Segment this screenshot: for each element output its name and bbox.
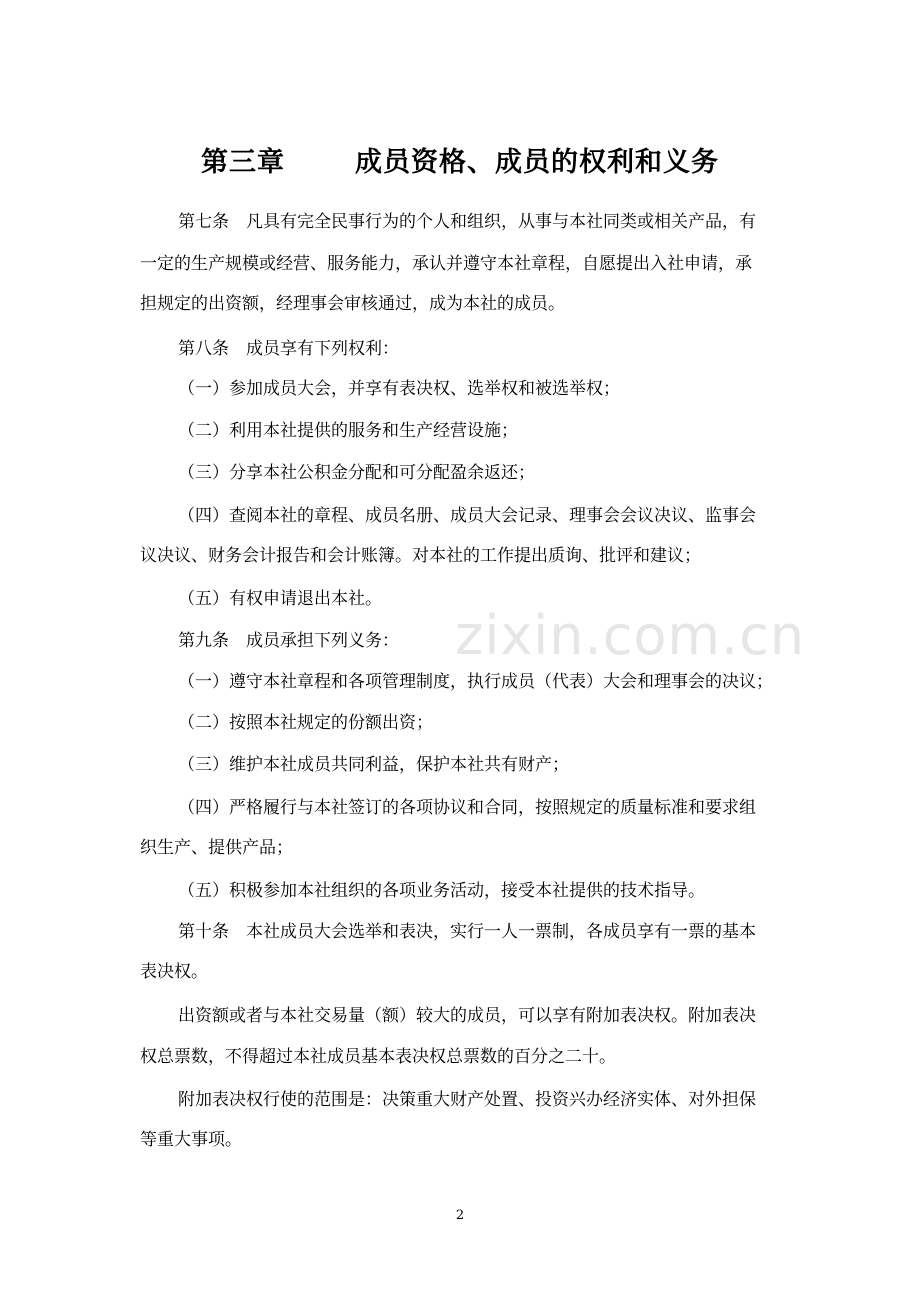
chapter-title (0, 140, 920, 179)
extra-vote-line-2: 权总票数，不得超过本社成员基本表决权总票数的百分之二十。 (140, 1047, 616, 1067)
duty-item-4-line-2: 织生产、提供产品； (140, 838, 293, 858)
chapter-heading: 成员资格、成员的权利和义务 (355, 147, 719, 178)
duty-item-3: （三）维护本社成员共同利益，保护本社共有财产； (178, 755, 569, 775)
duty-item-2: （二）按照本社规定的份额出资； (178, 713, 433, 733)
right-item-3: （三）分享本社公积金分配和可分配盈余返还； (178, 463, 535, 483)
extra-vote-scope-line-2: 等重大事项。 (140, 1130, 242, 1150)
right-item-2: （二）利用本社提供的服务和生产经营设施； (178, 421, 518, 441)
extra-vote-scope-line-1: 附加表决权行使的范围是：决策重大财产处置、投资兴办经济实体、对外担保 (178, 1090, 756, 1110)
article-10-line-2: 表决权。 (140, 962, 208, 982)
right-item-1: （一）参加成员大会，并享有表决权、选举权和被选举权； (178, 379, 620, 399)
watermark: zixin.com.cn (455, 604, 806, 667)
right-item-4-line-1: （四）查阅本社的章程、成员名册、成员大会记录、理事会会议决议、监事会 (178, 506, 756, 526)
chapter-number: 第三章 (201, 147, 285, 178)
article-8-heading: 第八条 成员享有下列权利： (178, 339, 399, 359)
article-7-line-3: 担规定的出资额，经理事会审核通过，成为本社的成员。 (140, 294, 565, 314)
article-7-line-1: 第七条 凡具有完全民事行为的个人和组织，从事与本社同类或相关产品，有 (178, 212, 756, 232)
article-10-line-1: 第十条 本社成员大会选举和表决，实行一人一票制，各成员享有一票的基本 (178, 922, 756, 942)
extra-vote-line-1: 出资额或者与本社交易量（额）较大的成员，可以享有附加表决权。附加表决 (178, 1006, 756, 1026)
right-item-4-line-2: 议决议、财务会计报告和会计账簿。对本社的工作提出质询、批评和建议； (140, 546, 701, 566)
article-9-heading: 第九条 成员承担下列义务： (178, 631, 399, 651)
duty-item-4-line-1: （四）严格履行与本社签订的各项协议和合同，按照规定的质量标准和要求组 (178, 798, 756, 818)
page-number: 2 (455, 1208, 465, 1223)
duty-item-1: （一）遵守本社章程和各项管理制度，执行成员（代表）大会和理事会的决议； (178, 672, 773, 692)
duty-item-5: （五）积极参加本社组织的各项业务活动，接受本社提供的技术指导。 (178, 881, 705, 901)
article-7-line-2: 一定的生产规模或经营、服务能力，承认并遵守本社章程，自愿提出入社申请，承 (140, 254, 752, 274)
right-item-5: （五）有权申请退出本社。 (178, 589, 382, 609)
